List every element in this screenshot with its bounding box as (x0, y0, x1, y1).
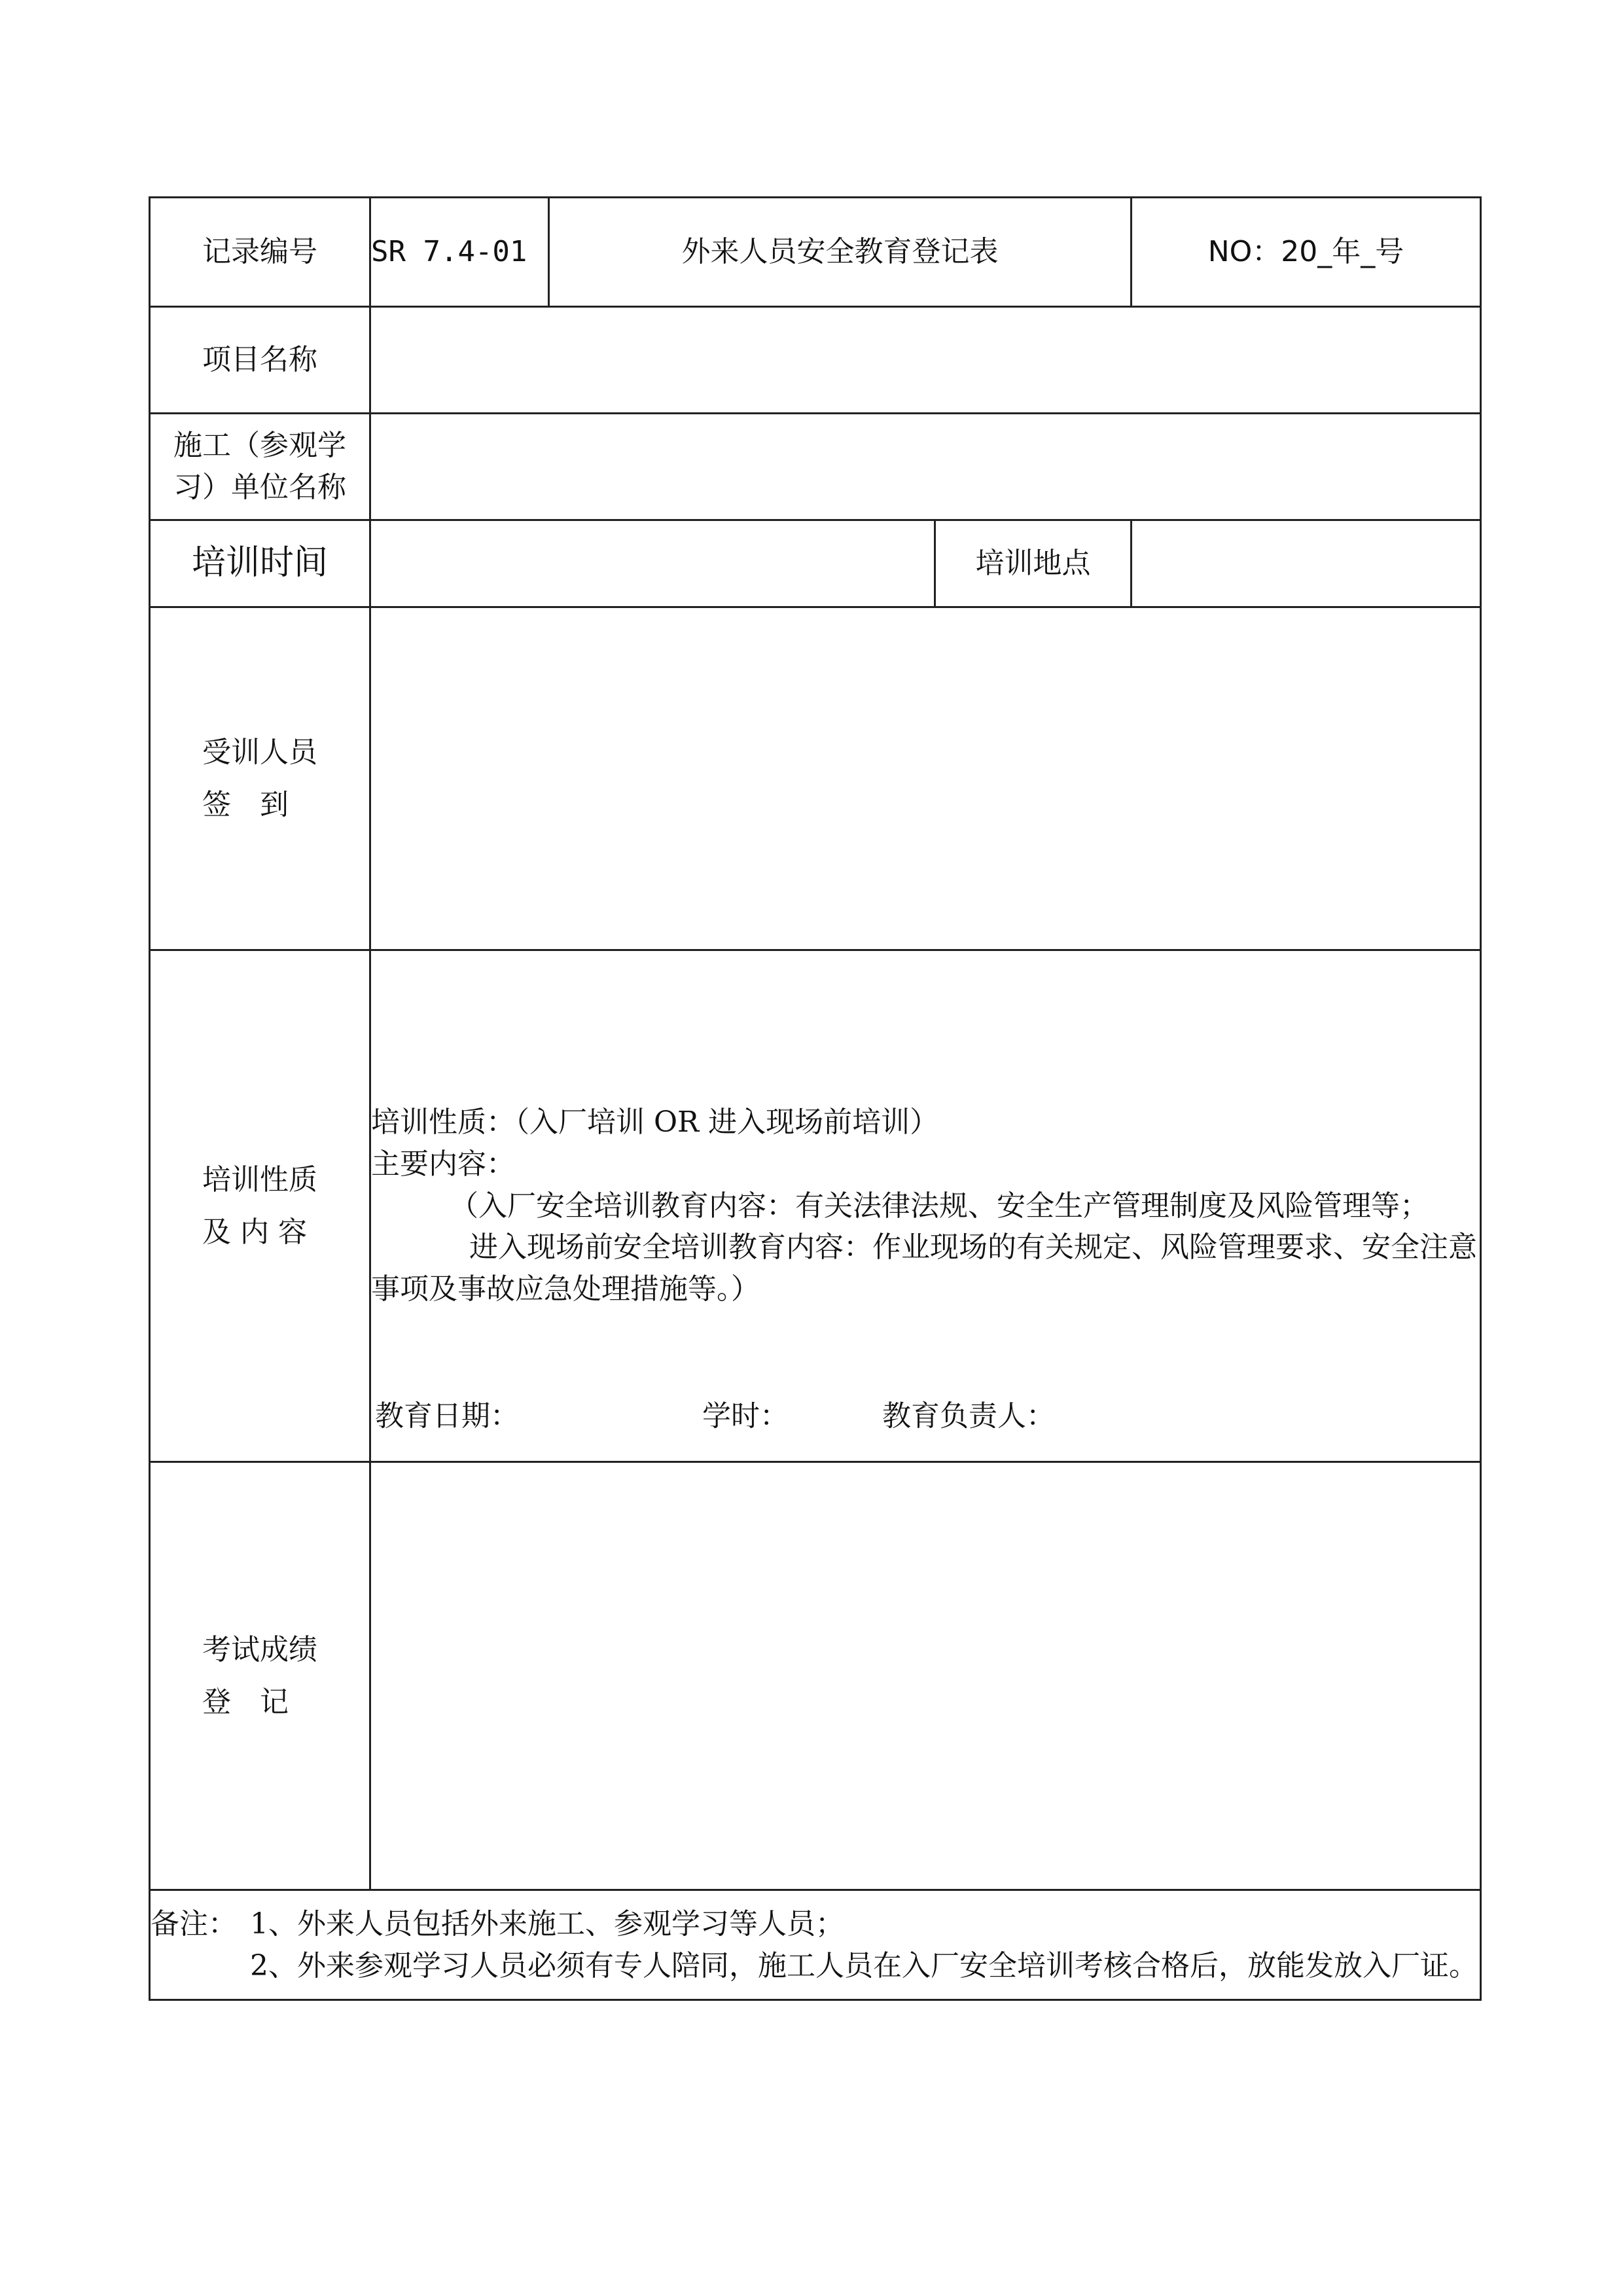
project-name-field[interactable] (370, 307, 1481, 414)
note-item-2 (151, 1945, 1480, 1987)
training-place-label: 培训地点 (935, 520, 1132, 607)
training-nature-label (150, 950, 370, 1462)
training-nature-line: 培训性质：（入厂培训 OR 进入现场前培训） (371, 1105, 939, 1139)
trainee-label-line1: 受训人员 (202, 736, 317, 770)
form-title: 外来人员安全教育登记表 (549, 198, 1132, 307)
notes-prefix: 备注： (151, 1907, 237, 1941)
unit-name-label-line2: 习）单位名称 (173, 471, 346, 504)
training-time-field[interactable] (370, 520, 935, 607)
unit-name-label-line1: 施工（参观学 (173, 429, 346, 463)
unit-name-field[interactable] (370, 414, 1481, 520)
hours-label: 学时： (702, 1399, 789, 1433)
trainee-signin-field[interactable] (370, 607, 1481, 950)
note-item-2-number: 2、 (250, 1948, 297, 1982)
record-no-label: 记录编号 (150, 198, 370, 307)
record-code: SR 7.4-01 (370, 198, 549, 307)
registration-form-table (149, 196, 1482, 2001)
responsible-person-label: 教育负责人： (882, 1399, 1055, 1433)
unit-name-label (150, 414, 370, 520)
training-place-field[interactable] (1132, 520, 1481, 607)
form-number: NO：20_年_号 (1132, 198, 1481, 307)
education-date-label: 教育日期： (375, 1399, 519, 1433)
training-time-label: 培训时间 (150, 520, 370, 607)
note-item-1-text: 1、外来人员包括外来施工、参观学习等人员； (250, 1907, 844, 1941)
exam-label-line2: 登 记 (202, 1685, 289, 1719)
notes-cell (150, 1890, 1481, 2000)
site-training-text: 进入现场前安全培训教育内容：作业现场的有关规定、风险管理要求、安全注意事项及事故应急处理措施等。） (371, 1230, 1477, 1306)
factory-training-text: （入厂安全培训教育内容：有关法律法规、安全生产管理制度及风险管理等； (450, 1189, 1429, 1223)
training-content-cell (370, 950, 1481, 1462)
trainee-label-line2: 签 到 (202, 787, 289, 821)
exam-results-field[interactable] (370, 1462, 1481, 1890)
exam-label-line1: 考试成绩 (202, 1633, 317, 1667)
note-item-1 (151, 1903, 1480, 1945)
nature-label-line2: 及 内 容 (202, 1215, 307, 1249)
main-content-label: 主要内容： (371, 1147, 515, 1181)
note-item-2-text: 外来参观学习人员必须有专人陪同，施工人员在入厂安全培训考核合格后，放能发放入厂证。 (297, 1948, 1478, 1982)
nature-label-line1: 培训性质 (202, 1163, 317, 1197)
trainee-signin-label (150, 607, 370, 950)
project-name-label: 项目名称 (150, 307, 370, 414)
education-info-line (375, 1395, 1055, 1437)
exam-results-label (150, 1462, 370, 1890)
